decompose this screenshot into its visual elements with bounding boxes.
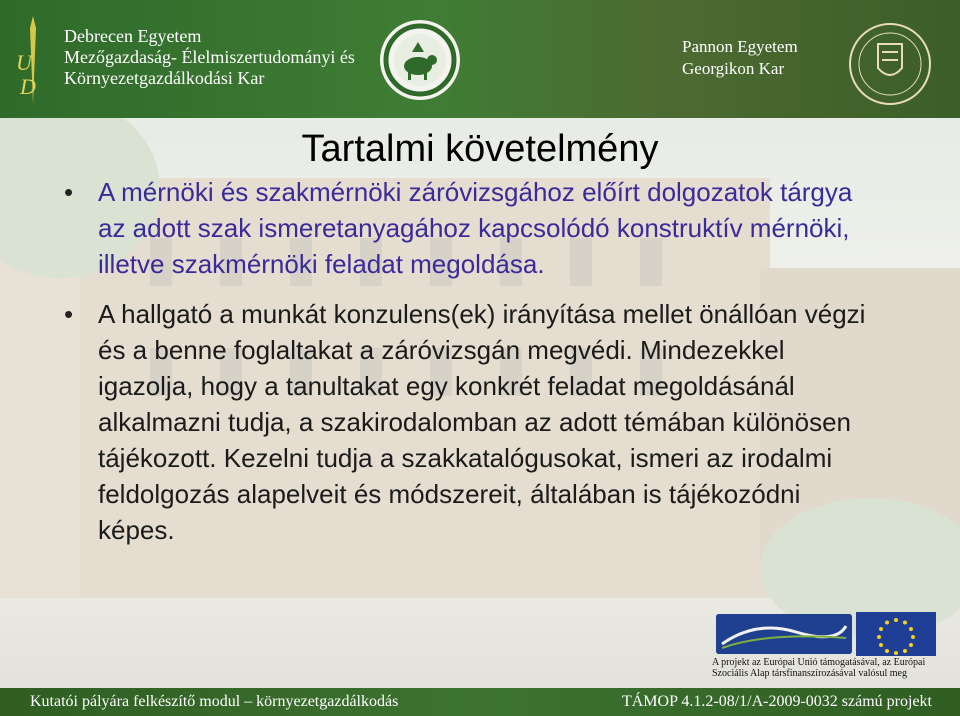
footer-right-text: TÁMOP 4.1.2-08/1/A-2009-0032 számú projekt bbox=[621, 693, 932, 710]
header-left-line-2: Mezőgazdaság- Élelmiszertudományi és bbox=[64, 47, 355, 67]
pannon-university-logo bbox=[846, 18, 934, 108]
footer-left-text: Kutatói pályára felkészítő modul – környezetgazdálkodás bbox=[30, 693, 399, 710]
header-right-line-1: Pannon Egyetem bbox=[682, 37, 798, 56]
header-left-line-3: Környezetgazdálkodási Kar bbox=[64, 68, 265, 88]
svg-text:U: U bbox=[16, 50, 32, 75]
bullet-item-2: • A hallgató a munkát konzulens(ek) irányítása mellet önállóan végzi és a benne foglaltakat a záróvizsgán megvédi. Mindezekkel igazolja, hogy a tanultakat egy konkrét feladat megoldásánál alkalmazni tudja, a szakirodalomban az adott témában különösen tájékozott. Kezelni tudja a szakkatalógusokat, ismeri az irodalmi feldolgozás alapelveit és módszereit, általában is tájékozódni képes. bbox=[60, 296, 880, 548]
new-hungary-plan-logo bbox=[716, 614, 852, 654]
bullet-list bbox=[60, 174, 880, 562]
bullet-item-1: • A mérnöki és szakmérnöki záróvizsgához előírt dolgozatok tárgya az adott szak ismeretanyagához kapcsolódó konstruktív mérnöki, illetve szakmérnöki feladat megoldása. bbox=[60, 174, 880, 282]
faculty-seal-logo bbox=[378, 18, 462, 102]
pannon-name bbox=[682, 36, 798, 80]
header-banner bbox=[0, 0, 960, 118]
funding-note: A projekt az Európai Unió támogatásával, az Európai Szociális Alap társfinanszírozásával valósul meg bbox=[712, 657, 926, 679]
svg-text:D: D bbox=[20, 74, 36, 99]
university-debrecen-logo bbox=[14, 14, 52, 106]
faculty-name bbox=[64, 26, 355, 89]
header-left-line-1: Debrecen Egyetem bbox=[64, 26, 202, 46]
footer-bar bbox=[0, 688, 960, 716]
header-right-line-2: Georgikon Kar bbox=[682, 59, 785, 78]
slide-title: Tartalmi követelmény bbox=[301, 128, 659, 170]
eu-flag-logo bbox=[856, 612, 936, 656]
